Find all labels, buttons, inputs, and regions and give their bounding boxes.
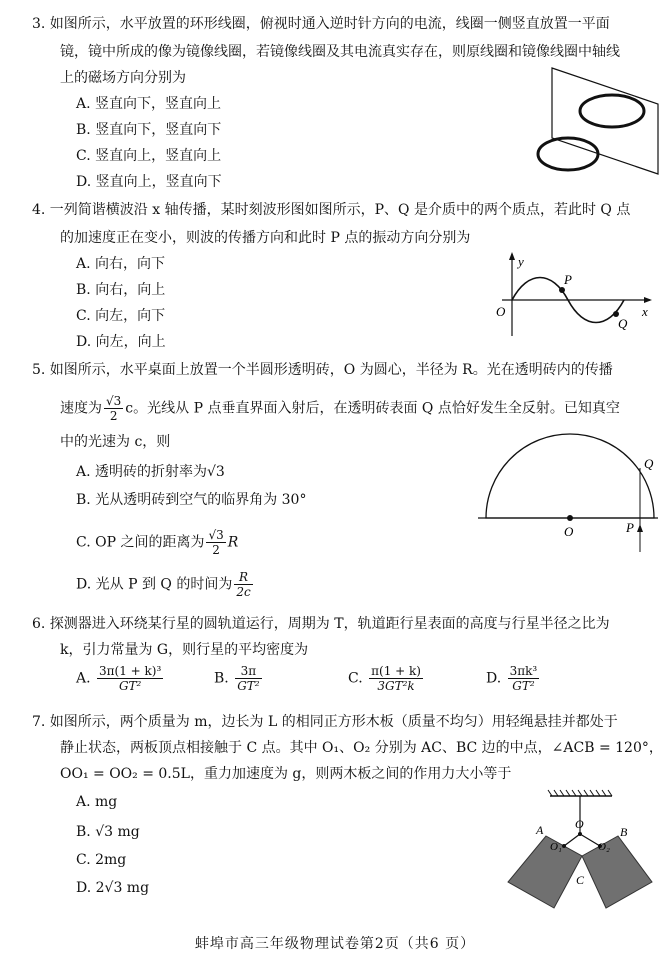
q7-fig-c-label: C: [576, 873, 585, 887]
q5-option-c-fraction: [206, 528, 225, 557]
q6-option-b-fraction: [235, 664, 261, 693]
q6-option-c: [348, 664, 425, 693]
q7-option-a: A. mg: [76, 794, 118, 810]
q5-fig-p-label: P: [626, 520, 634, 535]
q3-stem-line-3: 上的磁场方向分别为: [60, 70, 186, 86]
q3-option-b: B. 竖直向下，竖直向下: [76, 122, 222, 138]
q7-stem-line-2: 静止状态，两板顶点相接触于 C 点。其中 O₁、O₂ 分别为 AC、BC 边的中点，∠ACB = 120°，: [60, 740, 663, 756]
q6-option-a-label: A.: [76, 670, 91, 687]
q5-stem-line-2: [60, 394, 620, 423]
q5-option-c-numerator: √3: [208, 528, 224, 542]
q7-stem-line-3: OO₁ = OO₂ = 0.5L，重力加速度为 g，则两木板之间的作用力大小等于: [60, 766, 512, 782]
q6-option-a-fraction: [97, 664, 163, 693]
q6-option-c-denominator: 3GT²k: [377, 679, 415, 693]
q7-option-b: B. √3 mg: [76, 824, 140, 840]
q4-fig-y-label: y: [518, 254, 524, 269]
q5-stem-line-1: 5. 如图所示，水平桌面上放置一个半圆形透明砖，O 为圆心，半径为 R。光在透明砖内的传播: [32, 362, 613, 378]
q6-stem-line-1: 6. 探测器进入环绕某行星的圆轨道运行，周期为 T，轨道距行星表面的高度与行星半径之比为: [32, 616, 610, 632]
q3-stem-line-2: 镜，镜中所成的像为镜像线圈，若镜像线圈及其电流真实存在，则原线圈和镜像线圈中轴线: [60, 44, 620, 60]
q6-option-d-fraction: [508, 664, 540, 693]
q5-option-a: A. 透明砖的折射率为√3: [76, 464, 225, 480]
q3-option-d: D. 竖直向上，竖直向下: [76, 174, 222, 190]
q6-option-a: [76, 664, 165, 693]
q4-option-c: C. 向左，向下: [76, 308, 166, 324]
q6-option-c-fraction: [369, 664, 423, 693]
q4-fig-x-label: x: [642, 304, 648, 319]
q6-option-b-denominator: GT²: [237, 679, 260, 693]
q6-option-d-denominator: GT²: [512, 679, 535, 693]
q3-option-a: A. 竖直向下，竖直向上: [76, 96, 222, 112]
q4-option-b: B. 向右，向上: [76, 282, 166, 298]
q5-option-c-suffix: R: [227, 534, 239, 551]
q6-option-b-numerator: 3π: [235, 664, 261, 679]
q5-option-c: [76, 528, 238, 557]
q7-fig-o2-label: O₂: [598, 841, 610, 853]
q5-option-d-numerator: R: [234, 570, 252, 585]
q6-option-d-numerator: 3πk³: [509, 664, 538, 678]
q4-option-d: D. 向左，向上: [76, 334, 166, 350]
q7-fig-a-label: A: [536, 823, 544, 837]
q3-mirror-coil-figure: [530, 66, 660, 176]
q6-option-d: [486, 664, 541, 693]
q4-stem-line-1: 4. 一列简谐横波沿 x 轴传播，某时刻波形图如图所示，P、Q 是介质中的两个质点，若此时 Q 点: [32, 202, 631, 218]
q6-option-c-label: C.: [348, 670, 363, 687]
q3-stem-line-1: 3. 如图所示，水平放置的环形线圈，俯视时通入逆时针方向的电流，线圈一侧竖直放置一平面: [32, 16, 610, 32]
q5-fig-o-label: O: [564, 524, 574, 539]
q5-stem-line-3: 中的光速为 c，则: [60, 434, 171, 450]
q6-option-b: [214, 664, 264, 693]
q7-fig-o-label: O: [575, 817, 584, 831]
q7-hanging-boards-figure: [500, 790, 660, 920]
q5-option-d-prefix: D. 光从 P 到 Q 的时间为: [76, 576, 233, 593]
q5-option-c-prefix: C. OP 之间的距离为: [76, 534, 205, 551]
q7-fig-b-label: B: [620, 825, 628, 839]
q6-stem-line-2: k，引力常量为 G，则行星的平均密度为: [60, 642, 309, 658]
q4-fig-o-label: O: [496, 304, 506, 319]
q5-option-d-denominator: 2c: [236, 585, 251, 599]
q5-speed-suffix: c。光线从 P 点垂直界面入射后，在透明砖表面 Q 点恰好发生全反射。已知真空: [125, 400, 620, 417]
q7-stem-line-1: 7. 如图所示，两个质量为 m，边长为 L 的相同正方形木板（质量不均匀）用轻绳悬挂并都处于: [32, 714, 618, 730]
q5-option-d: [76, 570, 255, 599]
q5-option-d-fraction: [234, 570, 252, 599]
q5-option-c-denominator: 2: [212, 543, 220, 557]
q5-semicircle-figure: [478, 428, 658, 556]
q7-option-d: D. 2√3 mg: [76, 880, 150, 896]
q5-option-b: B. 光从透明砖到空气的临界角为 30°: [76, 492, 307, 508]
q6-option-b-label: B.: [214, 670, 229, 687]
q4-wave-figure: [490, 250, 660, 340]
q6-option-a-numerator: 3π(1 + k)³: [99, 664, 162, 678]
q3-option-c: C. 竖直向上，竖直向上: [76, 148, 222, 164]
q5-speed-numerator: √3: [106, 394, 122, 408]
q4-option-a: A. 向右，向下: [76, 256, 166, 272]
q6-option-c-numerator: π(1 + k): [371, 664, 421, 678]
q5-speed-prefix: 速度为: [60, 400, 102, 417]
q6-option-d-label: D.: [486, 670, 502, 687]
q4-fig-q-label: Q: [618, 316, 628, 331]
q6-option-a-denominator: GT²: [118, 679, 142, 693]
q5-fig-q-label: Q: [644, 456, 654, 471]
q4-stem-line-2: 的加速度正在变小，则波的传播方向和此时 P 点的振动方向分别为: [60, 230, 471, 246]
q7-option-c: C. 2mg: [76, 852, 127, 868]
page-footer: 蚌埠市高三年级物理试卷第2页（共6 页）: [194, 936, 476, 952]
q7-fig-o1-label: O₁: [550, 841, 562, 853]
q4-fig-p-label: P: [564, 272, 572, 287]
q5-speed-fraction: [104, 394, 123, 423]
q5-speed-denominator: 2: [109, 409, 118, 423]
